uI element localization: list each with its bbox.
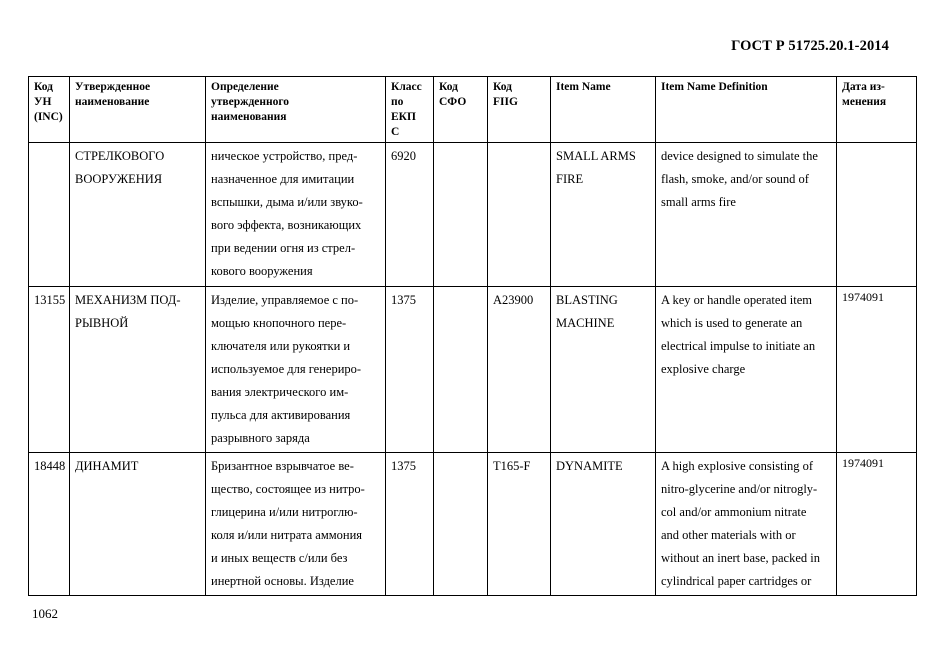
col-header-sfo [434,77,488,143]
cell-text-line: назначенное для имитации [211,172,355,186]
cell-sfo [434,453,488,596]
col-header-fiig [488,77,551,143]
cell-text-line: вания электрического им- [211,385,349,399]
col-header-inc [29,77,70,143]
col-header-class [386,77,434,143]
cell-text-line: используемое для генериро- [211,362,362,376]
cell-text-line: СФО [439,96,467,108]
col-header-approved-name [70,77,206,143]
cell-change-date: 1974091 [837,453,917,596]
cell-text-line: electrical impulse to initiate an [661,339,816,353]
cell-text-line: глицерина и/или нитроглю- [211,505,358,519]
cell-text-line: С [391,126,400,138]
cell-text-line: ВООРУЖЕНИЯ [75,172,163,186]
cell-text-line: наименование [75,96,150,108]
table-header-row [29,77,917,143]
cell-text-line: ническое устройство, пред- [211,149,358,163]
col-header-item-definition [656,77,837,143]
nomenclature-table [28,76,917,596]
cell-approved-name [70,143,206,287]
cell-text-line: пульса для активирования [211,408,351,422]
cell-text-line: разрывного заряда [211,431,310,445]
cell-inc: 18448 [29,453,70,596]
cell-text-line: Определение [211,81,279,93]
cell-text-line: по [391,96,404,108]
cell-text-line: device designed to simulate the [661,149,818,163]
cell-text-line: FIRE [556,172,584,186]
cell-text-line: FIIG [493,96,518,108]
cell-text-line: without an inert base, packed in [661,551,820,565]
cell-sfo [434,287,488,453]
cell-text-line: вспышки, дыма и/или звуко- [211,195,363,209]
cell-text-line: SMALL ARMS [556,149,636,163]
cell-text-line: A high explosive consisting of [661,459,814,473]
cell-text-line: Класс [391,81,422,93]
cell-text-line: MACHINE [556,316,615,330]
cell-text-line: инертной основы. Изделие [211,574,354,588]
cell-change-date: 1974091 [837,287,917,453]
cell-text-line: ЕКП [391,111,416,123]
cell-text-line: Дата из- [842,81,885,93]
cell-approved-name [70,453,206,596]
cell-item-definition [656,143,837,287]
cell-text-line: BLASTING [556,293,618,307]
cell-text-line: СТРЕЛКОВОГО [75,149,165,163]
cell-text-line: A key or handle operated item [661,293,812,307]
cell-text-line: менения [842,96,887,108]
cell-definition [206,143,386,287]
cell-approved-name [70,287,206,453]
col-header-definition [206,77,386,143]
cell-text-line: Код [439,81,459,93]
cell-text-line: ДИНАМИТ [75,459,139,473]
cell-sfo [434,143,488,287]
cell-text-line: small arms fire [661,195,736,209]
cell-text-line: мощью кнопочного пере- [211,316,347,330]
cell-class: 6920 [386,143,434,287]
cell-text-line: DYNAMITE [556,459,623,473]
cell-item-name [551,453,656,596]
cell-text-line: ключателя или рукоятки и [211,339,351,353]
cell-text-line: РЫВНОЙ [75,316,129,330]
cell-text-line: Item Name Definition [661,81,768,93]
cell-text-line: наименования [211,111,287,123]
cell-class: 1375 [386,453,434,596]
cell-text-line: cylindrical paper cartridges or [661,574,812,588]
page-number: 1062 [32,606,58,621]
cell-item-definition [656,287,837,453]
cell-text-line: УН [34,96,52,108]
cell-item-definition [656,453,837,596]
cell-text-line: Изделие, управляемое с по- [211,293,359,307]
cell-text-line: при ведении огня из стрел- [211,241,356,255]
cell-item-name [551,287,656,453]
cell-fiig [488,143,551,287]
cell-text-line: и иных веществ с/или без [211,551,348,565]
cell-inc [29,143,70,287]
col-header-change-date [837,77,917,143]
cell-text-line: щество, состоящее из нитро- [211,482,365,496]
cell-text-line: Код [34,81,54,93]
col-header-item-name [551,77,656,143]
cell-fiig: T165-F [488,453,551,596]
cell-text-line: explosive charge [661,362,746,376]
cell-text-line: flash, smoke, and/or sound of [661,172,809,186]
cell-definition [206,453,386,596]
cell-class: 1375 [386,287,434,453]
table-row [29,143,917,287]
cell-text-line: кового вооружения [211,264,313,278]
cell-inc: 13155 [29,287,70,453]
cell-item-name [551,143,656,287]
cell-text-line: and other materials with or [661,528,796,542]
standard-title: ГОСТ Р 51725.20.1-2014 [731,38,889,54]
table-row [29,287,917,453]
cell-text-line: which is used to generate an [661,316,803,330]
table-row [29,453,917,596]
cell-text-line: (INC) [34,111,63,123]
cell-fiig: A23900 [488,287,551,453]
cell-change-date [837,143,917,287]
cell-text-line: col and/or ammonium nitrate [661,505,807,519]
cell-definition [206,287,386,453]
cell-text-line: утвержденного [211,96,290,108]
cell-text-line: Утвержденное [75,81,151,93]
cell-text-line: вого эффекта, возникающих [211,218,362,232]
cell-text-line: nitro-glycerine and/or nitrogly- [661,482,818,496]
cell-text-line: коля и/или нитрата аммония [211,528,363,542]
cell-text-line: Item Name [556,81,611,93]
cell-text-line: МЕХАНИЗМ ПОД- [75,293,181,307]
cell-text-line: Код [493,81,513,93]
cell-text-line: Бризантное взрывчатое ве- [211,459,354,473]
